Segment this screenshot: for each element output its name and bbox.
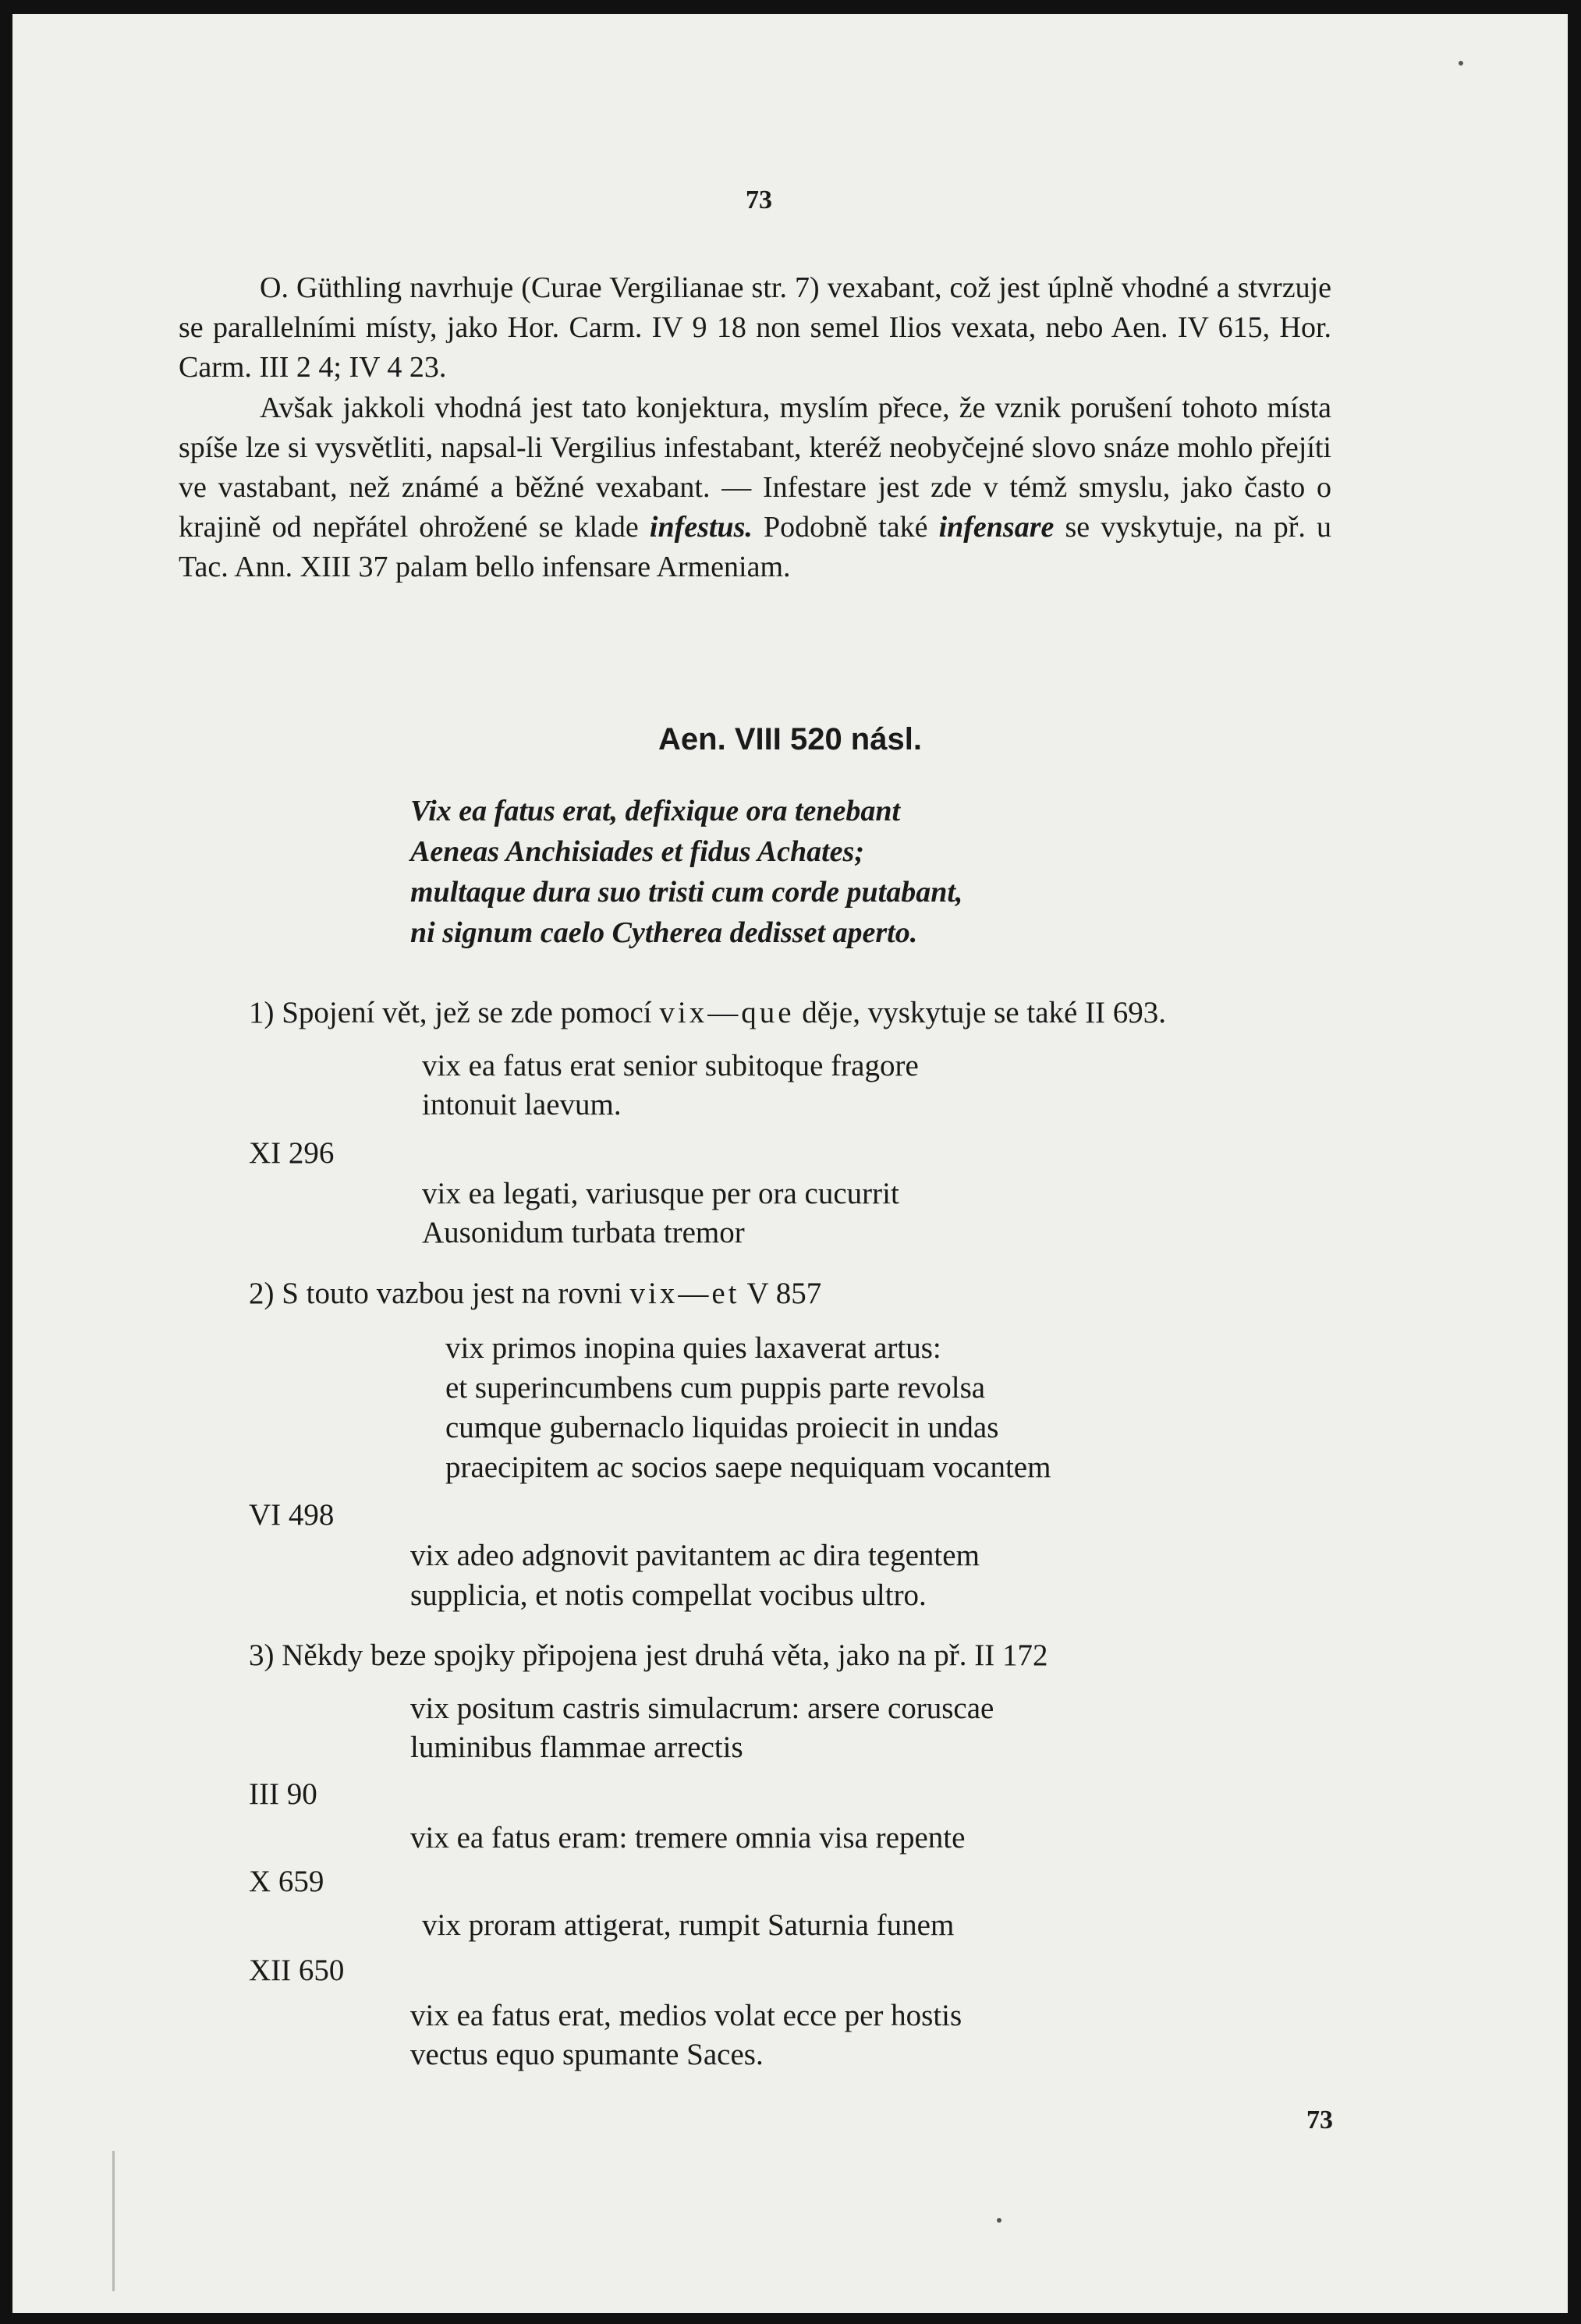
italic-term: infensare [938, 511, 1055, 544]
reference-label: X 659 [249, 1865, 324, 1898]
section2-lead: 2) S touto vazbou jest na rovni vix—et V 857 [249, 1277, 822, 1310]
page [12, 14, 1568, 2313]
quote-line: vix ea fatus erat, medios volat ecce per hostis [410, 1999, 962, 2032]
section-heading: Aen. VIII 520 násl. [658, 722, 922, 756]
reference-label: III 90 [249, 1777, 317, 1811]
verse-quote [410, 791, 962, 953]
reference-label: VI 498 [249, 1498, 335, 1532]
verse-line: ni signum caelo Cytherea dedisset aperto. [410, 916, 918, 949]
quote-line: vix ea legati, variusque per ora cucurrit [422, 1177, 899, 1210]
verse-line: Aeneas Anchisiades et fidus Achates; [410, 835, 864, 868]
quote-line: intonuit laevum. [422, 1088, 622, 1121]
paragraph-infestare: Avšak jakkoli vhodná jest tato konjektura, myslím přece, že vznik porušení tohoto místa spíše lze si vysvětliti, napsal-li Vergilius infestabant, kteréž neobyčejné slovo snáze mohlo přejíti ve vastabant, než známé a běžné vexabant. — Infestare jest zde v témž smyslu, jako často o krajině od nepřátel ohrožené se klade infestus. Podobně také infensare se vyskytuje, na př. u Tac. Ann. XIII 37 palam bello infensare Armeniam. [179, 391, 1331, 583]
quote-line: vix ea fatus erat senior subitoque fragore [422, 1049, 919, 1082]
quote-line: et superincumbens cum puppis parte revolsa [445, 1371, 986, 1405]
quote-line: vix ea fatus eram: tremere omnia visa repente [410, 1821, 966, 1855]
quote-line: vix proram attigerat, rumpit Saturnia funem [422, 1908, 955, 1942]
quote-line: praecipitem ac socios saepe nequiquam vocantem [445, 1451, 1051, 1484]
quote-line: cumque gubernaclo liquidas proiecit in undas [445, 1411, 999, 1444]
italic-term: infestus. [649, 511, 753, 544]
quote-line: supplicia, et notis compellat vocibus ultro. [410, 1578, 927, 1612]
reference-label: XII 650 [249, 1954, 345, 1987]
verse-line: Vix ea fatus erat, defixique ora tenebant [410, 795, 901, 827]
speck [997, 2218, 1001, 2223]
quote-line: Ausonidum turbata tremor [422, 1216, 745, 1249]
quote-line: vix primos inopina quies laxaverat artus: [445, 1331, 941, 1365]
speck [1459, 61, 1463, 66]
section3-lead: 3) Někdy beze spojky připojena jest druhá věta, jako na př. II 172 [249, 1638, 1048, 1672]
quote-line: luminibus flammae arrectis [410, 1731, 743, 1764]
reference-label: XI 296 [249, 1136, 335, 1170]
page-edge-mark [112, 2151, 115, 2291]
quote-line: vix adeo adgnovit pavitantem ac dira tegentem [410, 1539, 980, 1572]
quote-line: vix positum castris simulacrum: arsere coruscae [410, 1692, 994, 1725]
page-number-top: 73 [746, 186, 772, 214]
page-number-bottom: 73 [1306, 2106, 1333, 2134]
verse-line: multaque dura suo tristi cum corde putabant, [410, 876, 963, 909]
paragraph-guthling: O. Güthling navrhuje (Curae Vergilianae str. 7) vexabant, což jest úplně vhodné a stvrzuje se parallelními místy, jako Hor. Carm. IV 9 18 non semel Ilios vexata, nebo Aen. IV 615, Hor. Carm. III 2 4; IV 4 23. [179, 271, 1331, 384]
section1-lead: 1) Spojení vět, jež se zde pomocí vix—que děje, vyskytuje se také II 693. [249, 996, 1167, 1029]
quote-line: vectus equo spumante Saces. [410, 2038, 764, 2071]
